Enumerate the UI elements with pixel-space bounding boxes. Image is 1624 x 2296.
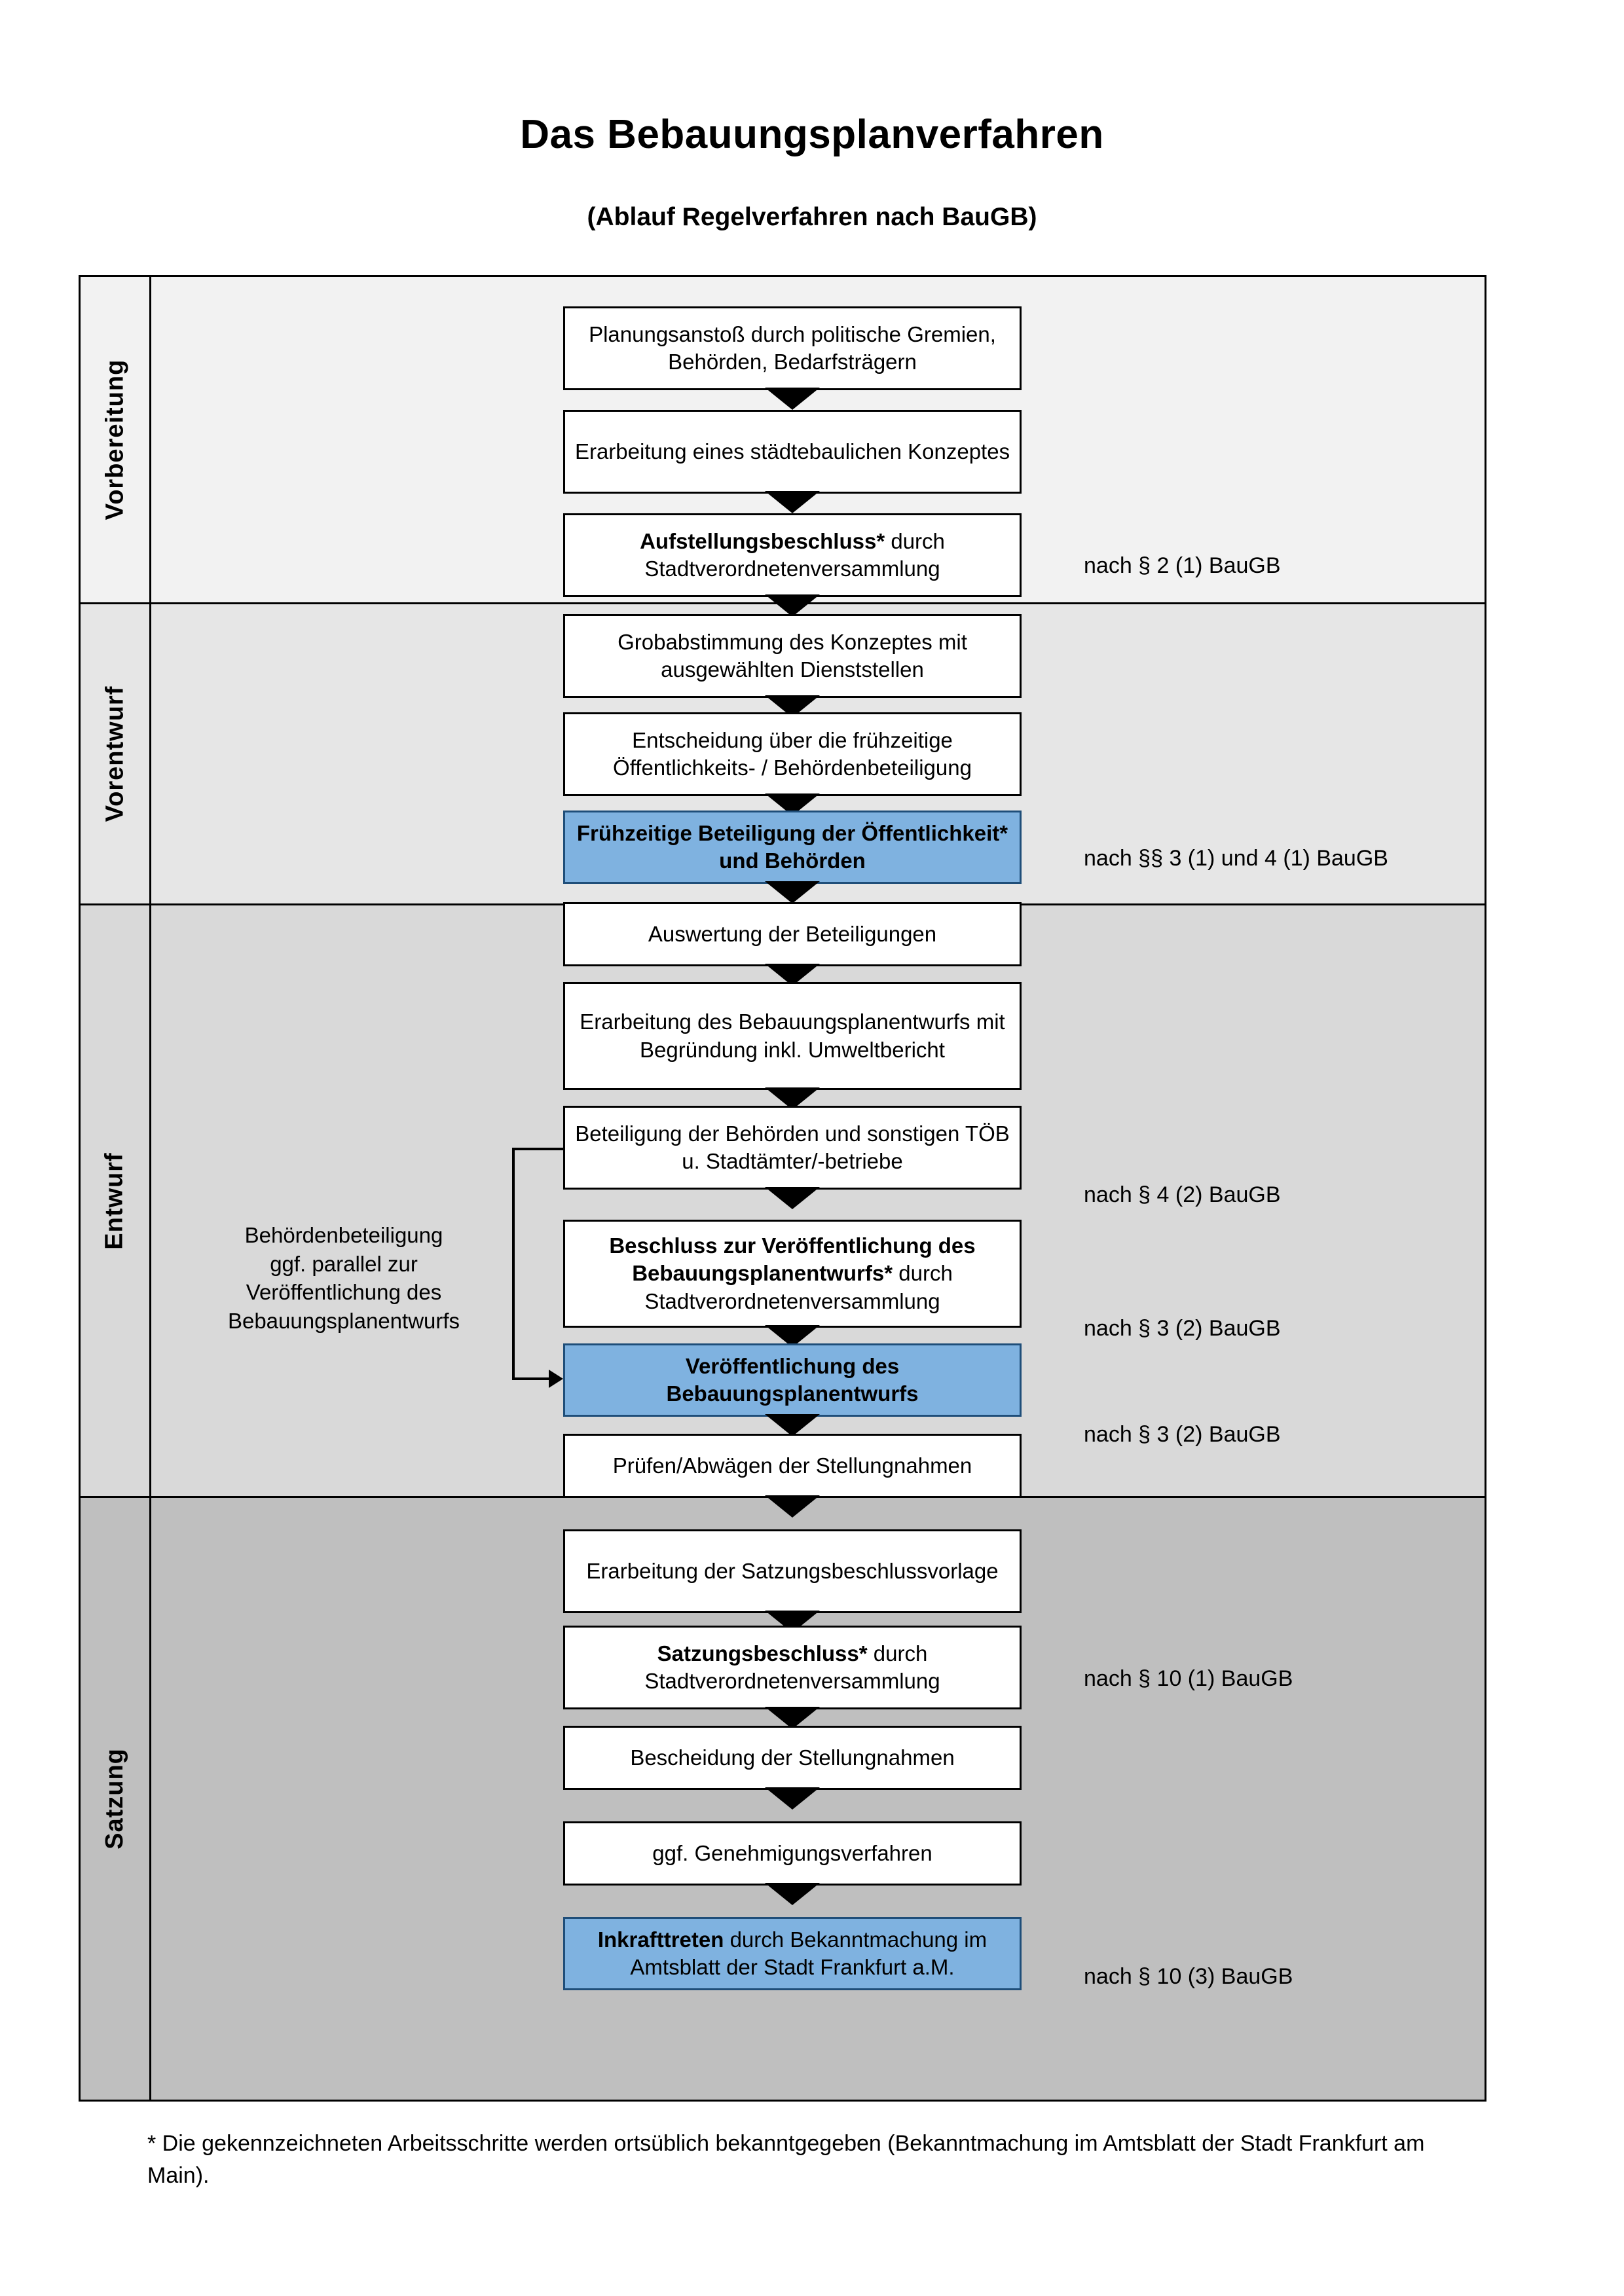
phase-label-vorentwurf <box>81 604 149 903</box>
page-subtitle: (Ablauf Regelverfahren nach BauGB) <box>587 203 1037 231</box>
phase-divider <box>149 277 151 602</box>
step-label-bold: Inkrafttreten <box>597 1927 724 1952</box>
step-veroeffentlichung-entwurf[interactable] <box>563 1343 1022 1417</box>
step-label-rest: durch Stadtverordnetenversammlung <box>644 528 945 581</box>
step-label: Bescheidung der Stellungnahmen <box>630 1745 955 1770</box>
step-label-bold: Satzungsbeschluss* <box>657 1641 868 1666</box>
ref-fruehzeitige: nach §§ 3 (1) und 4 (1) BauGB <box>1084 846 1388 871</box>
step-label: Grobabstimmung des Konzeptes mit ausgewählten Dienststellen <box>618 629 967 682</box>
step-label <box>572 1232 1013 1315</box>
ref-veroeffentlichung: nach § 3 (2) BauGB <box>1084 1422 1281 1447</box>
step-aufstellungsbeschluss[interactable] <box>563 513 1022 597</box>
step-fruehzeitige-beteiligung[interactable] <box>563 811 1022 884</box>
step-grobabstimmung[interactable] <box>563 614 1022 698</box>
ref-aufstellungsbeschluss: nach § 2 (1) BauGB <box>1084 553 1281 578</box>
side-note-behoerdenbeteiligung: Behördenbeteiligung ggf. parallel zur Veröffentlichung des Bebauungsplanentwurfs <box>227 1223 460 1333</box>
flow-arrow <box>765 1414 820 1436</box>
step-planungsanstoss[interactable] <box>563 306 1022 390</box>
step-erarbeitung-satzungsbeschlussvorlage[interactable] <box>563 1529 1022 1613</box>
step-label <box>572 1640 1013 1695</box>
loop-connector-vertical <box>512 1148 515 1380</box>
step-genehmigungsverfahren[interactable] <box>563 1821 1022 1886</box>
flow-arrow <box>765 1787 820 1810</box>
flow-arrow <box>765 594 820 617</box>
step-label: Auswertung der Beteiligungen <box>648 921 937 946</box>
ref-satzungsbeschluss: nach § 10 (1) BauGB <box>1084 1666 1293 1691</box>
step-label: Beteiligung der Behörden und sonstigen TÖB u. Stadtämter/-betriebe <box>575 1121 1010 1173</box>
flow-arrow <box>765 881 820 903</box>
step-label-rest: durch Stadtverordnetenversammlung <box>644 1641 940 1693</box>
phase-divider <box>149 1498 151 2100</box>
step-bescheidung-stellungnahmen[interactable] <box>563 1726 1022 1790</box>
step-label: Planungsanstoß durch politische Gremien, Behörden, Bedarfsträgern <box>589 321 996 374</box>
step-label: Erarbeitung der Satzungsbeschlussvorlage <box>586 1558 999 1583</box>
ref-behoerdenbeteiligung: nach § 4 (2) BauGB <box>1084 1182 1281 1207</box>
step-label <box>572 528 1013 583</box>
step-beteiligung-behoerden[interactable] <box>563 1106 1022 1190</box>
loop-connector-arrowhead <box>549 1370 563 1388</box>
step-staedtebauliches-konzept[interactable] <box>563 410 1022 494</box>
step-beschluss-veroeffentlichung[interactable] <box>563 1220 1022 1328</box>
phase-label-text: Satzung <box>101 1748 128 1850</box>
step-label: ggf. Genehmigungsverfahren <box>652 1840 932 1865</box>
phase-label-text: Entwurf <box>101 1152 128 1250</box>
footnote: * Die gekennzeichneten Arbeitsschritte werden ortsüblich bekanntgegeben (Bekanntmachung im Amtsblatt der Stadt Frankfurt am Main). <box>147 2131 1425 2189</box>
step-label-bold: Aufstellungsbeschluss* <box>640 528 885 553</box>
step-label <box>572 1926 1013 1981</box>
phase-label-text: Vorbereitung <box>101 359 129 520</box>
phase-divider <box>149 604 151 903</box>
phase-label-vorbereitung <box>81 277 149 602</box>
phase-label-satzung <box>81 1498 149 2100</box>
loop-connector-top <box>512 1148 564 1150</box>
step-label: Frühzeitige Beteiligung der Öffentlichkeit* und Behörden <box>576 820 1008 873</box>
flow-arrow <box>765 1495 820 1518</box>
flow-arrow <box>765 388 820 410</box>
step-satzungsbeschluss[interactable] <box>563 1626 1022 1709</box>
flow-arrow <box>765 1187 820 1209</box>
phase-divider <box>149 905 151 1496</box>
step-label: Veröffentlichung des Bebauungsplanentwurfs <box>666 1353 919 1406</box>
flow-arrow <box>765 491 820 513</box>
step-entscheidung-fruehzeitige[interactable] <box>563 712 1022 796</box>
step-label-rest: durch Bekanntmachung im Amtsblatt der Stadt Frankfurt a.M. <box>630 1927 987 1979</box>
ref-inkrafttreten: nach § 10 (3) BauGB <box>1084 1964 1293 1989</box>
flow-arrow <box>765 1883 820 1905</box>
step-label: Erarbeitung eines städtebaulichen Konzeptes <box>574 439 1010 464</box>
step-label: Erarbeitung des Bebauungsplanentwurfs mit Begründung inkl. Umweltbericht <box>580 1010 1005 1062</box>
step-label-bold: Beschluss zur Veröffentlichung des Bebauungsplanentwurfs* <box>609 1233 976 1286</box>
step-inkrafttreten[interactable] <box>563 1917 1022 1990</box>
step-pruefen-abwaegen[interactable] <box>563 1434 1022 1498</box>
step-label: Entscheidung über die frühzeitige Öffentlichkeits- / Behördenbeteiligung <box>613 727 972 780</box>
phase-label-text: Vorentwurf <box>101 685 128 822</box>
page-title: Das Bebauungsplanverfahren <box>520 112 1104 157</box>
ref-beschluss-veroeffentlichung: nach § 3 (2) BauGB <box>1084 1316 1281 1341</box>
phase-label-entwurf <box>81 905 149 1496</box>
step-label: Prüfen/Abwägen der Stellungnahmen <box>612 1453 972 1478</box>
step-auswertung-beteiligungen[interactable] <box>563 902 1022 966</box>
step-label-rest: durch Stadtverordnetenversammlung <box>644 1261 953 1313</box>
loop-connector-bottom <box>512 1377 549 1380</box>
step-erarbeitung-entwurf[interactable] <box>563 982 1022 1090</box>
